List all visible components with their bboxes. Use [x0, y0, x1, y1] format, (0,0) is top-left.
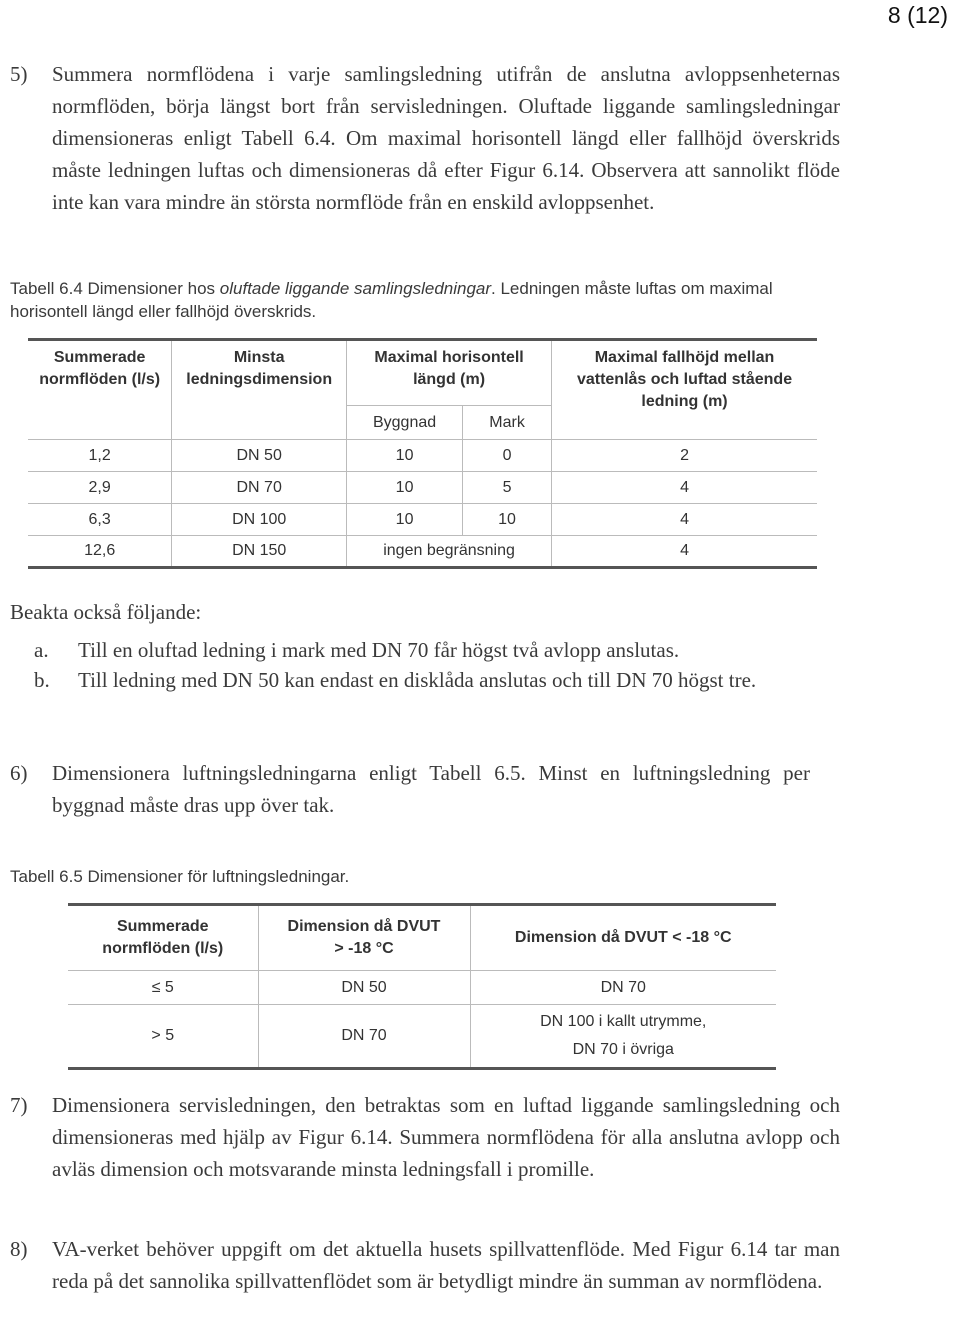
cell-flow: > 5 — [68, 1005, 258, 1069]
table-row — [28, 536, 817, 568]
cell-mark: 5 — [463, 472, 552, 504]
header-dim-warm: Dimension då DVUT > -18 °C — [258, 905, 470, 971]
cell-fall: 4 — [552, 472, 817, 504]
cell-mark: 0 — [463, 440, 552, 472]
cell-dim-warm: DN 70 — [258, 1005, 470, 1069]
cell-dim-cold: DN 70 — [470, 971, 776, 1005]
cell-flow: 2,9 — [28, 472, 172, 504]
header-mark: Mark — [463, 406, 552, 440]
cell-byggnad: 10 — [347, 472, 463, 504]
header-dim-cold: Dimension då DVUT < -18 °C — [470, 905, 776, 971]
cell-dim-warm: DN 50 — [258, 971, 470, 1005]
table-row — [28, 440, 817, 472]
step-5 — [10, 58, 840, 218]
header-flow: Summerade normflöden (l/s) — [28, 340, 172, 440]
step-number: 7) — [10, 1093, 28, 1117]
step-text: Summera normflödena i varje samlingsledning utifrån de anslutna avloppsenheternas normflöden, börja längst bort från servisledningen. Oluftade liggande samlingsledningar dimensioneras enligt Tabell 6.4. Om maximal horisontell längd eller fallhöjd överskrids måste ledningen luftas och dimensioneras då efter Figur 6.14. Observera att sannolikt flöde inte kan vara mindre än största normflöde från en enskild avloppsenhet. — [52, 62, 840, 214]
cell-byggnad: 10 — [347, 440, 463, 472]
cell-fall: 4 — [552, 536, 817, 568]
header-byggnad: Byggnad — [347, 406, 463, 440]
note-label: b. — [34, 668, 50, 692]
caption-italic-text: oluftade liggande samlingsledningar — [219, 279, 492, 298]
cell-dim-cold — [470, 1005, 776, 1069]
header-horizontal-length: Maximal horisontell längd (m) — [347, 340, 552, 406]
header-flow: Summerade normflöden (l/s) — [68, 905, 258, 971]
step-6 — [10, 757, 810, 821]
note-heading: Beakta också följande: — [10, 600, 202, 624]
table-row — [68, 971, 776, 1005]
cell-flow: 12,6 — [28, 536, 172, 568]
header-dimension: Minsta ledningsdimension — [172, 340, 347, 440]
table-row — [68, 1005, 776, 1069]
cell-byggnad: 10 — [347, 504, 463, 536]
step-8 — [10, 1233, 840, 1297]
note-text: Till en oluftad ledning i mark med DN 70 får högst två avlopp anslutas. — [78, 638, 680, 662]
cell-dimension: DN 50 — [172, 440, 347, 472]
step-text: Dimensionera servisledningen, den betraktas som en luftad liggande samlingsledning och dimensioneras med hjälp av Figur 6.14. Summera normflödena för alla anslutna avlopp och avläs dimension och motsvarande minsta ledningsfall i promille. — [52, 1093, 840, 1181]
cell-line: DN 100 i kallt utrymme, — [540, 1013, 707, 1030]
page-number: 8 (12) — [887, 2, 948, 28]
step-text: VA-verket behöver uppgift om det aktuella husets spillvattenflöde. Med Figur 6.14 tar man reda på det sannolika spillvattenflödet som är betydligt mindre än summan av normflödena. — [52, 1237, 840, 1293]
note-text: Till ledning med DN 50 kan endast en disklåda anslutas och till DN 70 högst tre. — [78, 668, 757, 692]
table-6-4 — [28, 338, 817, 569]
table-row — [28, 472, 817, 504]
cell-no-limit: ingen begränsning — [347, 536, 552, 568]
step-text: Dimensionera luftningsledningarna enligt Tabell 6.5. Minst en luftningsledning per byggnad måste dras upp över tak. — [52, 761, 810, 817]
cell-dimension: DN 150 — [172, 536, 347, 568]
header-fall-height: Maximal fallhöjd mellan vattenlås och luftad stående ledning (m) — [552, 340, 817, 440]
cell-flow: ≤ 5 — [68, 971, 258, 1005]
table-row — [28, 504, 817, 536]
table-6-4-caption — [10, 277, 810, 323]
note-a — [34, 634, 834, 666]
step-number: 8) — [10, 1237, 28, 1261]
cell-line: DN 70 i övriga — [572, 1041, 674, 1058]
caption-text: . Ledningen måste luftas om maximal horisontell längd eller fallhöjd överskrids. — [10, 279, 773, 321]
note-b — [34, 664, 824, 696]
cell-flow: 1,2 — [28, 440, 172, 472]
table-6-5 — [68, 903, 776, 1070]
cell-fall: 4 — [552, 504, 817, 536]
step-7 — [10, 1089, 840, 1185]
caption-text: Tabell 6.4 Dimensioner hos — [10, 279, 220, 298]
table-6-5-caption: Tabell 6.5 Dimensioner för luftningsledningar. — [10, 867, 350, 886]
cell-dimension: DN 70 — [172, 472, 347, 504]
cell-dimension: DN 100 — [172, 504, 347, 536]
step-number: 6) — [10, 761, 28, 785]
cell-flow: 6,3 — [28, 504, 172, 536]
note-label: a. — [34, 638, 49, 662]
step-number: 5) — [10, 62, 28, 86]
cell-mark: 10 — [463, 504, 552, 536]
cell-fall: 2 — [552, 440, 817, 472]
